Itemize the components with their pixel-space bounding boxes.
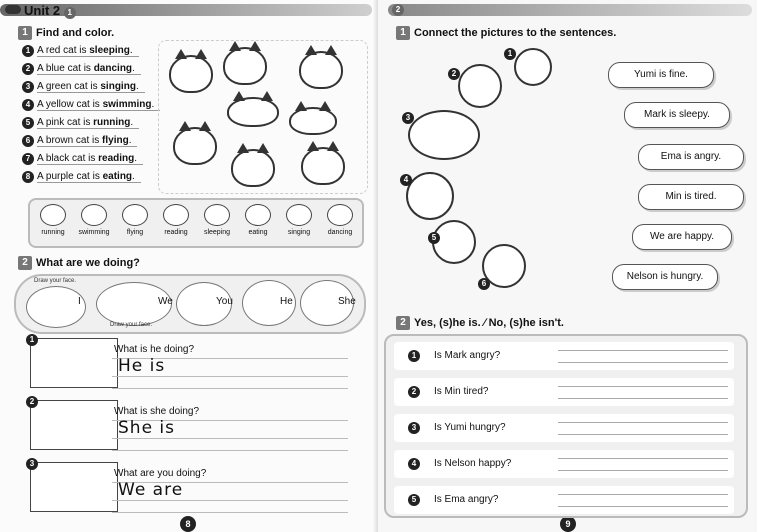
- page-number-left: 8: [180, 516, 196, 532]
- question-number: 3: [26, 458, 38, 470]
- lesson-header-bar: [388, 4, 752, 16]
- right-section1-title: Connect the pictures to the sentences.: [414, 27, 617, 39]
- answer-writing[interactable]: We are: [118, 480, 184, 500]
- unit-icon: [5, 5, 21, 14]
- sentence-end: .: [130, 117, 134, 128]
- person-mark-icon: [514, 48, 552, 86]
- action-label: eating: [248, 229, 268, 236]
- answer-line-bottom[interactable]: [558, 470, 728, 471]
- cat-dancing-icon: [299, 51, 343, 89]
- question-text: What are you doing?: [114, 468, 207, 479]
- sentence-row: [22, 171, 141, 183]
- answer-writing[interactable]: She is: [118, 418, 176, 438]
- sentence-end: .: [132, 171, 135, 182]
- question-number: 2: [26, 396, 38, 408]
- person-yumi-icon: [406, 172, 454, 220]
- sentence-verb: dancing: [93, 63, 133, 74]
- sentence-prefix: A purple cat is: [37, 171, 103, 182]
- action-strip: [28, 198, 364, 248]
- answer-writing[interactable]: He is: [118, 356, 166, 376]
- action-label: sleeping: [203, 229, 231, 236]
- sentence-text: [37, 153, 143, 165]
- action-label: dancing: [327, 229, 353, 236]
- draw-face-label-top: Draw your face.: [34, 278, 77, 284]
- pic-number-4: 4: [400, 174, 412, 186]
- right-lesson-number: 2: [392, 4, 404, 16]
- sentence-number: 1: [22, 45, 34, 57]
- sentence-text: [37, 99, 160, 111]
- pronoun-you: You: [216, 296, 233, 307]
- sentence-row: [22, 81, 145, 93]
- question-row: [22, 459, 362, 522]
- sentence-end: .: [151, 99, 155, 110]
- sentence-verb: singing: [100, 81, 136, 92]
- page-number-right: 9: [560, 516, 576, 532]
- unit-title: [24, 3, 76, 19]
- action-label: reading: [164, 229, 188, 236]
- yes-no-number: 3: [408, 422, 420, 434]
- sentence-text: [37, 45, 139, 57]
- sentence-text: [37, 171, 141, 183]
- question-row: [22, 335, 362, 398]
- sentence-prefix: A yellow cat is: [37, 99, 103, 110]
- action-item: [239, 204, 277, 236]
- sentence-prefix: A red cat is: [37, 45, 90, 56]
- action-item: [157, 204, 195, 236]
- sentence-bubble-1[interactable]: Yumi is fine.: [608, 62, 714, 88]
- sentence-number: 3: [22, 81, 34, 93]
- right-section2-heading: [396, 316, 564, 330]
- sentence-end: .: [128, 135, 132, 146]
- sentence-prefix: A green cat is: [37, 81, 101, 92]
- pronoun-i: I: [78, 296, 81, 307]
- pronoun-we: We: [158, 296, 173, 307]
- action-item: [321, 204, 359, 236]
- cat-running-icon: [231, 149, 275, 187]
- people-group-icon: [408, 110, 480, 160]
- section2-heading: [18, 256, 140, 270]
- action-item: [198, 204, 236, 236]
- sentence-row: [22, 45, 139, 57]
- yes-no-row: [394, 486, 734, 514]
- sentence-number: 5: [22, 117, 34, 129]
- cat-swimming-icon: [289, 107, 337, 135]
- sentence-end: .: [129, 45, 133, 56]
- answer-line-bottom[interactable]: [558, 362, 728, 363]
- write-line-base: [112, 438, 348, 439]
- sentence-text: [37, 81, 145, 93]
- section1-title: Find and color.: [36, 27, 115, 39]
- right-section2-number: 2: [396, 316, 410, 330]
- yes-no-questions-box: [384, 334, 748, 518]
- draw-face-area-1[interactable]: [26, 286, 86, 328]
- sentence-end: .: [135, 81, 139, 92]
- action-item: [34, 204, 72, 236]
- cats-illustration: [158, 40, 368, 194]
- running-icon: [40, 204, 66, 226]
- write-line-bottom: [112, 512, 348, 513]
- sentence-end: .: [132, 63, 135, 74]
- yes-no-row: [394, 414, 734, 442]
- sentence-bubble-6[interactable]: Nelson is hungry.: [612, 264, 718, 290]
- cat-singing-icon: [173, 127, 217, 165]
- sentence-number: 4: [22, 99, 34, 111]
- sentence-verb: eating: [102, 171, 133, 182]
- yes-no-number: 4: [408, 458, 420, 470]
- yes-no-question: Is Yumi hungry?: [434, 422, 506, 433]
- sentence-text: [37, 63, 141, 75]
- sentence-text: [37, 117, 139, 129]
- answer-line-bottom[interactable]: [558, 434, 728, 435]
- sentence-row: [22, 135, 137, 147]
- action-item: [280, 204, 318, 236]
- sentence-row: [22, 99, 160, 111]
- section1-number: 1: [18, 26, 32, 40]
- yes-no-number: 2: [408, 386, 420, 398]
- cat-eating-icon: [301, 147, 345, 185]
- sleeping-icon: [204, 204, 230, 226]
- sentence-number: 7: [22, 153, 34, 165]
- action-label: singing: [287, 229, 311, 236]
- pic-number-5: 5: [428, 232, 440, 244]
- sentence-text: [37, 135, 137, 147]
- flying-icon: [122, 204, 148, 226]
- sentence-end: .: [134, 153, 138, 164]
- yes-no-number: 1: [408, 350, 420, 362]
- swimming-icon: [81, 204, 107, 226]
- question-text: What is he doing?: [114, 344, 195, 355]
- left-page: [0, 0, 378, 532]
- pic-number-2: 2: [448, 68, 460, 80]
- sentence-bubble-2[interactable]: Mark is sleepy.: [624, 102, 730, 128]
- person-nelson-icon: [432, 220, 476, 264]
- answer-line-bottom[interactable]: [558, 506, 728, 507]
- pronoun-she: She: [338, 296, 356, 307]
- yes-no-question: Is Min tired?: [434, 386, 489, 397]
- write-line-bottom: [112, 450, 348, 451]
- yes-no-row: [394, 342, 734, 370]
- sentence-number: 8: [22, 171, 34, 183]
- pic-number-3: 3: [402, 112, 414, 124]
- yes-no-question: Is Ema angry?: [434, 494, 499, 505]
- question-picture: [30, 400, 118, 450]
- pic-number-6: 6: [478, 278, 490, 290]
- write-line-bottom: [112, 388, 348, 389]
- action-label: swimming: [78, 229, 110, 236]
- sentence-prefix: A pink cat is: [37, 117, 94, 128]
- cat-sleeping-icon: [223, 47, 267, 85]
- draw-face-label-bottom: Draw your face.: [110, 322, 153, 328]
- yes-no-question: Is Mark angry?: [434, 350, 501, 361]
- sentence-verb: sleeping: [89, 45, 130, 56]
- right-section1-heading: [396, 26, 616, 40]
- action-label: running: [41, 229, 65, 236]
- yes-no-row: [394, 450, 734, 478]
- singing-icon: [286, 204, 312, 226]
- section2-title: What are we doing?: [36, 257, 140, 269]
- cat-reading-icon: [169, 55, 213, 93]
- question-picture: [30, 462, 118, 512]
- reading-icon: [163, 204, 189, 226]
- answer-line-top: [558, 494, 728, 495]
- sentence-row: [22, 117, 139, 129]
- section1-heading: [18, 26, 114, 40]
- sentence-bubble-5[interactable]: We are happy.: [632, 224, 732, 250]
- sentence-prefix: A black cat is: [37, 153, 99, 164]
- write-line-base: [112, 376, 348, 377]
- action-label: flying: [126, 229, 144, 236]
- sentence-prefix: A blue cat is: [37, 63, 94, 74]
- answer-line-top: [558, 422, 728, 423]
- cat-lying-icon: [227, 97, 279, 127]
- sentence-bubble-3[interactable]: Ema is angry.: [638, 144, 744, 170]
- answer-line-bottom[interactable]: [558, 398, 728, 399]
- answer-line-top: [558, 458, 728, 459]
- sentence-row: [22, 153, 143, 165]
- action-item: [116, 204, 154, 236]
- yes-no-number: 5: [408, 494, 420, 506]
- action-item: [75, 204, 113, 236]
- answer-line-top: [558, 386, 728, 387]
- pronoun-he: He: [280, 296, 293, 307]
- eating-icon: [245, 204, 271, 226]
- question-text: What is she doing?: [114, 406, 200, 417]
- sentence-prefix: A brown cat is: [37, 135, 103, 146]
- yes-no-row: [394, 378, 734, 406]
- sentence-number: 6: [22, 135, 34, 147]
- yes-no-question: Is Nelson happy?: [434, 458, 512, 469]
- sentence-number: 2: [22, 63, 34, 75]
- lesson-number: 1: [64, 7, 76, 19]
- answer-line-top: [558, 350, 728, 351]
- write-line-base: [112, 500, 348, 501]
- sentence-row: [22, 63, 141, 75]
- question-number: 1: [26, 334, 38, 346]
- sentence-bubble-4[interactable]: Min is tired.: [638, 184, 744, 210]
- right-section1-number: 1: [396, 26, 410, 40]
- sentence-verb: swimming: [102, 99, 152, 110]
- unit-title-text: Unit 2: [24, 3, 61, 18]
- sentence-verb: reading: [98, 153, 135, 164]
- dancing-icon: [327, 204, 353, 226]
- person-min-icon: [458, 64, 502, 108]
- right-section2-title: Yes, (s)he is. ∕ No, (s)he isn't.: [414, 317, 564, 329]
- section2-number: 2: [18, 256, 32, 270]
- question-row: [22, 397, 362, 460]
- question-picture: [30, 338, 118, 388]
- sentence-verb: running: [93, 117, 131, 128]
- sentence-verb: flying: [102, 135, 129, 146]
- pronoun-strip: [14, 274, 366, 334]
- pic-number-1: 1: [504, 48, 516, 60]
